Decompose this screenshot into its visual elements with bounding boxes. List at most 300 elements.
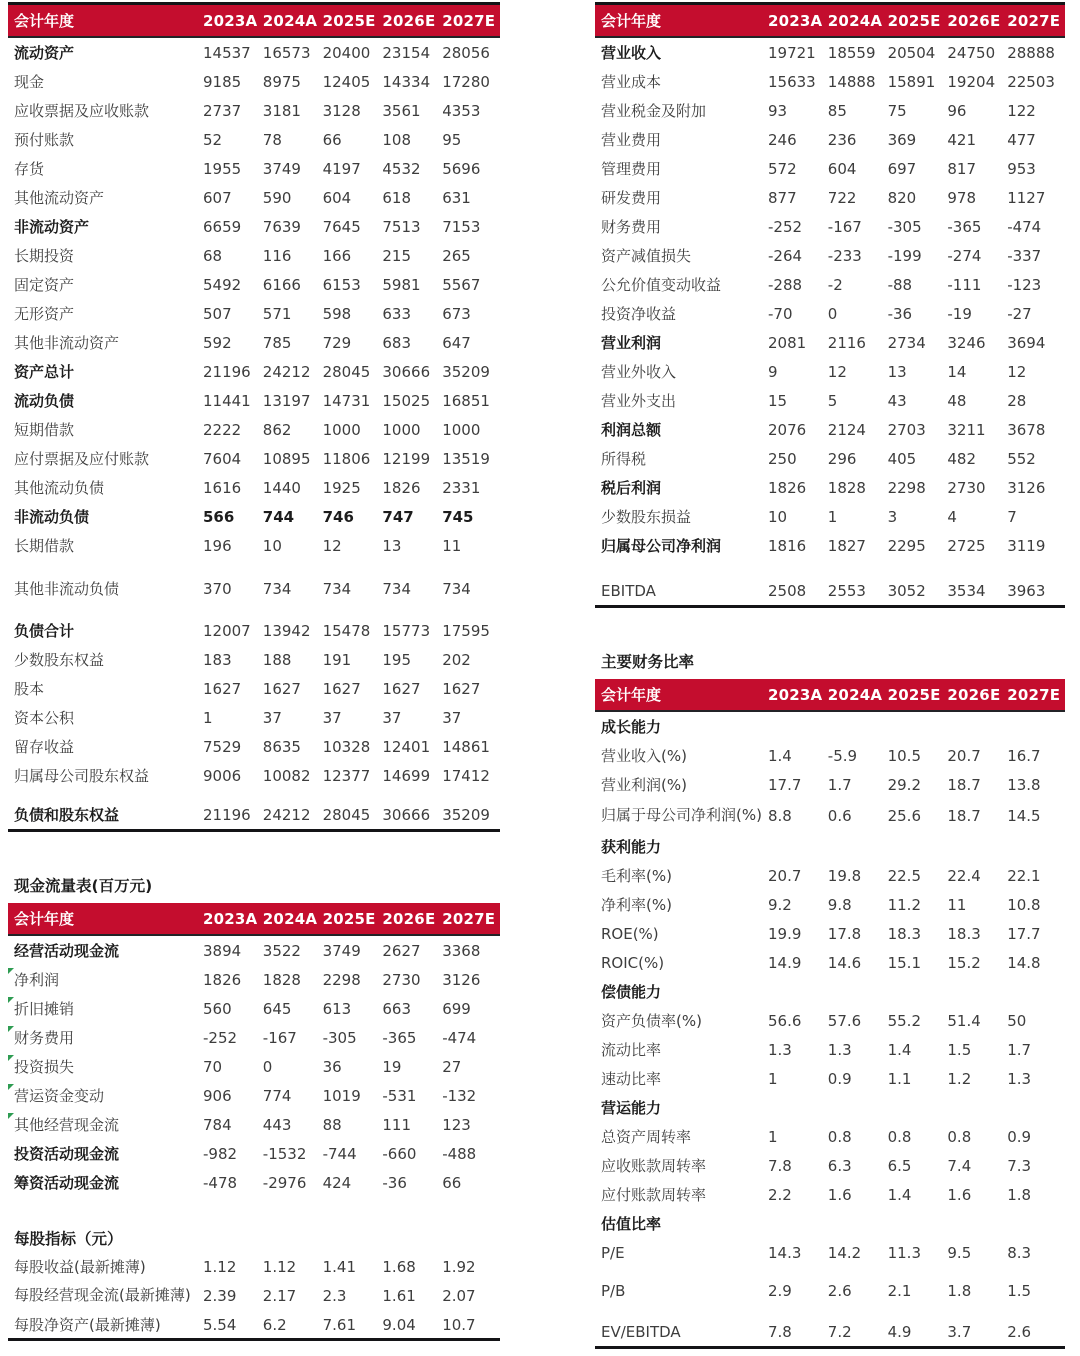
year-column-header: 2026E: [945, 4, 1005, 38]
data-row: [8, 328, 500, 357]
cell-value: 12199: [382, 449, 431, 468]
cell-value: 1.5: [947, 1040, 972, 1059]
row-label: 每股净资产(最新摊薄): [14, 1316, 161, 1334]
cell-value: 296: [827, 449, 857, 468]
cell-value: 10328: [322, 737, 371, 756]
cell-value: 196: [203, 536, 232, 555]
cell-value: 7513: [382, 217, 421, 236]
cash-flow-table-title: 现金流量表(百万元): [14, 877, 153, 895]
cell-value: -36: [887, 304, 913, 323]
row-label: 股本: [14, 680, 45, 698]
empty-cell: [766, 711, 1065, 741]
data-row: [8, 67, 500, 96]
cell-value: 13: [382, 536, 402, 555]
row-label: 流动负债: [14, 392, 75, 410]
cash-flow-table: [8, 903, 500, 1197]
year-column-header: 2026E: [945, 679, 1005, 711]
cell-value: 250: [768, 449, 797, 468]
cell-value: 1.8: [1007, 1185, 1032, 1204]
cell-value: 10082: [262, 766, 311, 785]
row-label: 应付账款周转率: [601, 1186, 707, 1204]
cell-value: 25.6: [887, 806, 921, 825]
cell-value: 3128: [322, 101, 361, 120]
cell-value: 18.3: [887, 924, 921, 943]
cell-value: 6.3: [827, 1156, 852, 1175]
cell-value: 9.5: [947, 1243, 972, 1262]
row-label: 留存收益: [14, 738, 75, 756]
year-column-header: 2027E: [440, 903, 500, 935]
cell-value: 817: [947, 159, 977, 178]
cell-value: 17.7: [1007, 924, 1041, 943]
cell-value: 1955: [203, 159, 242, 178]
cell-value: 5: [827, 391, 838, 410]
cell-value: 2124: [827, 420, 866, 439]
cell-value: 14888: [827, 72, 876, 91]
cell-value: -5.9: [827, 746, 858, 765]
cell-value: 1.3: [1007, 1069, 1032, 1088]
cell-value: 15891: [887, 72, 936, 91]
cell-value: 774: [262, 1086, 292, 1105]
cell-value: 9: [768, 362, 778, 381]
data-row: [8, 800, 500, 831]
cell-value: 3678: [1007, 420, 1046, 439]
cell-value: 1627: [262, 679, 301, 698]
cell-value: -199: [887, 246, 922, 265]
cell-value: 552: [1007, 449, 1036, 468]
data-row: [595, 1006, 1065, 1035]
data-row: [595, 531, 1065, 560]
per-share-section-title: 每股指标（元）: [14, 1230, 123, 1248]
cell-value: 88: [322, 1115, 342, 1134]
row-label: 资本公积: [14, 709, 75, 727]
cell-value: 7153: [442, 217, 481, 236]
cell-value: -252: [768, 217, 803, 236]
cell-value: 12: [1007, 362, 1027, 381]
cell-value: 3119: [1007, 536, 1046, 555]
year-column-header: 2026E: [380, 903, 440, 935]
data-row: [595, 183, 1065, 212]
cell-value: 1828: [827, 478, 866, 497]
cell-value: 28: [1007, 391, 1027, 410]
cell-value: 4197: [322, 159, 361, 178]
cell-value: 0.9: [827, 1069, 852, 1088]
cell-value: 10.7: [442, 1315, 476, 1334]
cell-value: 862: [262, 420, 292, 439]
year-column-header: 2024A: [261, 903, 321, 935]
cell-value: 6153: [322, 275, 361, 294]
cell-value: 13.8: [1007, 775, 1041, 794]
cell-value: 2.2: [768, 1185, 792, 1204]
cell-value: 36: [322, 1057, 342, 1076]
row-label: 无形资产: [14, 305, 75, 323]
cell-value: 35209: [442, 805, 490, 824]
cell-value: 729: [322, 333, 352, 352]
cell-value: 405: [887, 449, 917, 468]
cell-value: 663: [382, 999, 412, 1018]
cell-value: 683: [382, 333, 412, 352]
data-row: [8, 761, 500, 790]
cell-value: 3963: [1007, 581, 1046, 600]
cell-value: 7.8: [768, 1322, 792, 1341]
fiscal-year-header-label: 会计年度: [8, 903, 201, 935]
row-label: 营业收入(%): [601, 747, 687, 765]
cell-value: 18559: [827, 43, 876, 62]
cell-value: 560: [203, 999, 232, 1018]
cell-value: -305: [322, 1028, 357, 1047]
cell-value: 2703: [887, 420, 926, 439]
row-label: 公允价值变动收益: [601, 276, 722, 294]
row-label: 归属于母公司净利润(%): [601, 806, 762, 825]
cell-value: 56.6: [768, 1011, 802, 1030]
cell-value: 1828: [262, 970, 301, 989]
cell-value: 1019: [322, 1086, 361, 1105]
cell-value: 0.8: [827, 1127, 852, 1146]
row-label: 应收账款周转率: [601, 1157, 707, 1175]
cell-value: 14.9: [768, 953, 802, 972]
data-row: [8, 96, 500, 125]
row-label: 归属母公司净利润: [601, 537, 722, 555]
cell-value: 1627: [203, 679, 242, 698]
cell-value: -1532: [262, 1144, 307, 1163]
row-label: 其他非流动资产: [14, 334, 120, 352]
cell-value: 43: [887, 391, 907, 410]
row-label: ROE(%): [601, 924, 659, 943]
cell-value: -288: [768, 275, 803, 294]
cell-value: 3181: [262, 101, 301, 120]
cell-value: 37: [262, 708, 282, 727]
data-row: [595, 741, 1065, 770]
cell-value: 19721: [768, 43, 816, 62]
cell-value: 592: [203, 333, 232, 352]
data-row: [8, 645, 500, 674]
data-row: [8, 674, 500, 703]
cell-value: 2730: [947, 478, 986, 497]
cell-value: 734: [322, 579, 352, 598]
data-row: [595, 770, 1065, 799]
row-label: 财务费用: [8, 1023, 201, 1052]
cell-value: 590: [262, 188, 292, 207]
row-label: 固定资产: [14, 276, 75, 294]
year-column-header: 2023A: [201, 903, 261, 935]
cell-value: 8975: [262, 72, 301, 91]
cell-value: 5696: [442, 159, 481, 178]
cell-value: 20.7: [768, 866, 802, 885]
cell-value: 745: [442, 507, 474, 526]
cell-value: 195: [382, 650, 412, 669]
empty-cell: [766, 1209, 1065, 1238]
cell-value: 12: [322, 536, 342, 555]
cell-value: 7: [1007, 507, 1017, 526]
cell-value: 19.8: [827, 866, 862, 885]
cell-value: 9.2: [768, 895, 792, 914]
row-label: 长期借款: [14, 537, 75, 555]
row-label: 现金: [14, 73, 45, 91]
row-label: 偿债能力: [601, 983, 662, 1001]
cell-value: -337: [1007, 246, 1042, 265]
cell-value: 14861: [442, 737, 490, 756]
data-row: [595, 1317, 1065, 1348]
spacer-row: [595, 560, 1065, 576]
cell-value: 15773: [382, 621, 431, 640]
data-row: [8, 1081, 500, 1110]
data-row: [595, 799, 1065, 832]
cell-value: 17.7: [768, 775, 802, 794]
row-label: 营业利润(%): [601, 776, 687, 794]
cell-value: 9.8: [827, 895, 852, 914]
cell-value: 28045: [322, 805, 371, 824]
row-label: 经营活动现金流: [14, 942, 120, 960]
cell-value: 1.4: [887, 1185, 912, 1204]
cell-value: -88: [887, 275, 913, 294]
cell-value: 116: [262, 246, 292, 265]
cell-value: 11.2: [887, 895, 921, 914]
row-label: 存货: [14, 160, 45, 178]
data-row: [595, 415, 1065, 444]
data-row: [8, 1052, 500, 1081]
data-row: [8, 154, 500, 183]
cell-value: 16851: [442, 391, 490, 410]
row-label: 应收票据及应收账款: [14, 102, 150, 120]
cell-value: 10: [768, 507, 788, 526]
row-label: EBITDA: [601, 581, 656, 600]
cell-value: 2116: [827, 333, 866, 352]
cell-value: 6.2: [262, 1315, 287, 1334]
cell-value: 613: [322, 999, 352, 1018]
data-row: [595, 861, 1065, 890]
cell-value: 18.3: [947, 924, 981, 943]
row-label: 流动资产: [14, 44, 75, 62]
cell-value: 13519: [442, 449, 490, 468]
cell-value: 1127: [1007, 188, 1046, 207]
cell-value: 24212: [262, 805, 311, 824]
cell-value: 14731: [322, 391, 371, 410]
cell-value: 1440: [262, 478, 301, 497]
cell-value: 2730: [382, 970, 421, 989]
cell-value: 2.1: [887, 1281, 912, 1300]
cell-value: 183: [203, 650, 232, 669]
cell-value: 1.7: [1007, 1040, 1032, 1059]
cell-value: 0: [262, 1057, 273, 1076]
year-column-header: 2023A: [766, 679, 826, 711]
cell-value: 3749: [322, 941, 361, 960]
cell-value: 14699: [382, 766, 431, 785]
fiscal-year-header-label: 会计年度: [595, 4, 766, 38]
cell-value: 877: [768, 188, 797, 207]
cell-value: 16.7: [1007, 746, 1041, 765]
cell-value: 1.4: [768, 746, 792, 765]
cell-value: 7.3: [1007, 1156, 1032, 1175]
cell-value: 27: [442, 1057, 462, 1076]
cell-value: 11.3: [887, 1243, 921, 1262]
cell-value: -982: [203, 1144, 238, 1163]
table-header-row: [595, 679, 1065, 711]
cell-value: 29.2: [887, 775, 921, 794]
row-label: 非流动负债: [14, 508, 90, 526]
year-column-header: 2025E: [321, 903, 381, 935]
cell-value: 1827: [827, 536, 866, 555]
cell-value: 734: [382, 579, 412, 598]
cell-value: 1: [768, 1127, 778, 1146]
data-row: [8, 574, 500, 603]
cell-value: 11: [947, 895, 967, 914]
row-label: 所得税: [601, 450, 647, 468]
cell-value: 2298: [887, 478, 926, 497]
cell-value: 52: [203, 130, 223, 149]
cell-value: 15478: [322, 621, 371, 640]
cell-value: 7.2: [827, 1322, 852, 1341]
cell-value: 673: [442, 304, 471, 323]
cell-value: -36: [382, 1173, 407, 1192]
cell-value: 30666: [382, 362, 431, 381]
row-label: 营运能力: [601, 1099, 662, 1117]
year-column-header: 2023A: [201, 4, 261, 38]
cell-value: 1.2: [947, 1069, 972, 1088]
row-label: 负债合计: [14, 622, 75, 640]
row-label: 净利润: [8, 965, 201, 994]
cell-value: 50: [1007, 1011, 1027, 1030]
data-row: [8, 415, 500, 444]
row-label: 资产减值损失: [601, 247, 692, 265]
cell-value: 477: [1007, 130, 1036, 149]
data-row: [8, 616, 500, 645]
cell-value: 9006: [203, 766, 242, 785]
row-label: 成长能力: [601, 718, 662, 736]
cell-value: 24750: [947, 43, 996, 62]
cell-value: 10895: [262, 449, 311, 468]
row-label: 管理费用: [601, 160, 662, 178]
cell-value: -27: [1007, 304, 1032, 323]
year-column-header: 2027E: [1005, 679, 1065, 711]
cell-value: 122: [1007, 101, 1036, 120]
table-header-row: [8, 4, 500, 38]
cell-value: 571: [262, 304, 292, 323]
ratios-section-title: 主要财务比率: [601, 653, 695, 671]
data-row: [595, 357, 1065, 386]
right-column: [595, 2, 1065, 1349]
cell-value: 598: [322, 304, 352, 323]
cell-value: 7529: [203, 737, 242, 756]
row-label: 营业利润: [601, 334, 662, 352]
data-row: [8, 1311, 500, 1340]
row-label: 估值比率: [601, 1215, 662, 1233]
cell-value: 202: [442, 650, 471, 669]
data-row: [8, 357, 500, 386]
row-label: 营业收入: [601, 44, 662, 62]
cell-value: 66: [442, 1173, 462, 1192]
row-label: 其他流动负债: [14, 479, 105, 497]
data-row: [8, 241, 500, 270]
data-row: [595, 1238, 1065, 1267]
cell-value: 746: [322, 507, 354, 526]
year-column-header: 2025E: [886, 4, 946, 38]
cell-value: 1: [827, 507, 838, 526]
row-label: 投资净收益: [601, 305, 677, 323]
cell-value: -365: [382, 1028, 417, 1047]
cell-value: 14334: [382, 72, 431, 91]
cell-value: 11806: [322, 449, 371, 468]
cell-value: 37: [382, 708, 402, 727]
balance-sheet-table: [8, 2, 500, 832]
cell-value: 2.9: [768, 1281, 792, 1300]
cell-value: -2: [827, 275, 843, 294]
cell-value: 2.17: [262, 1286, 297, 1305]
cell-value: 744: [262, 507, 295, 526]
cell-value: 4.9: [887, 1322, 912, 1341]
cell-value: 424: [322, 1173, 352, 1192]
cell-value: 14.3: [768, 1243, 802, 1262]
cell-value: 978: [947, 188, 977, 207]
data-row: [595, 37, 1065, 67]
section-heading-row: [595, 711, 1065, 741]
data-row: [595, 1151, 1065, 1180]
cell-value: -478: [203, 1173, 238, 1192]
data-row: [8, 1139, 500, 1168]
cell-value: 647: [442, 333, 471, 352]
cell-value: 22.4: [947, 866, 981, 885]
section-heading-row: [595, 832, 1065, 861]
spacer-row: [8, 790, 500, 800]
cell-value: 17595: [442, 621, 490, 640]
data-row: [8, 994, 500, 1023]
cell-value: 55.2: [887, 1011, 921, 1030]
cell-value: 1: [768, 1069, 778, 1088]
data-row: [8, 935, 500, 965]
cell-value: 10.8: [1007, 895, 1041, 914]
cell-value: 13197: [262, 391, 311, 410]
cell-value: 3052: [887, 581, 926, 600]
cell-value: 5.54: [203, 1315, 237, 1334]
cell-value: 618: [382, 188, 412, 207]
cell-value: -132: [442, 1086, 477, 1105]
cell-value: 78: [262, 130, 282, 149]
cell-value: 1616: [203, 478, 242, 497]
cell-value: 66: [322, 130, 342, 149]
cell-value: 1.3: [827, 1040, 852, 1059]
data-row: [8, 703, 500, 732]
cell-value: 20400: [322, 43, 371, 62]
cell-value: 1.12: [203, 1257, 237, 1276]
data-row: [8, 531, 500, 560]
cell-value: 2.6: [1007, 1322, 1032, 1341]
cell-value: 9185: [203, 72, 242, 91]
cell-value: 734: [442, 579, 471, 598]
row-label: 少数股东权益: [14, 651, 105, 669]
cell-value: -111: [947, 275, 982, 294]
row-label: 预付账款: [14, 131, 75, 149]
cell-value: 7.61: [322, 1315, 356, 1334]
section-heading-row: [595, 977, 1065, 1006]
cell-value: 3368: [442, 941, 481, 960]
cell-value: 2298: [322, 970, 361, 989]
cell-value: 12377: [322, 766, 371, 785]
cell-value: 7639: [262, 217, 301, 236]
cell-value: 14: [947, 362, 967, 381]
cell-value: 28056: [442, 43, 490, 62]
cell-value: 1.68: [382, 1257, 416, 1276]
cell-value: 265: [442, 246, 471, 265]
cell-value: 4353: [442, 101, 481, 120]
cell-value: 1826: [768, 478, 807, 497]
cell-value: 2.07: [442, 1286, 476, 1305]
data-row: [8, 1110, 500, 1139]
cell-value: 1.92: [442, 1257, 476, 1276]
cell-value: 2081: [768, 333, 807, 352]
spacer-row: [595, 1305, 1065, 1317]
row-label: 总资产周转率: [601, 1128, 692, 1146]
data-row: [8, 965, 500, 994]
cell-value: 1816: [768, 536, 807, 555]
cell-value: 633: [382, 304, 412, 323]
